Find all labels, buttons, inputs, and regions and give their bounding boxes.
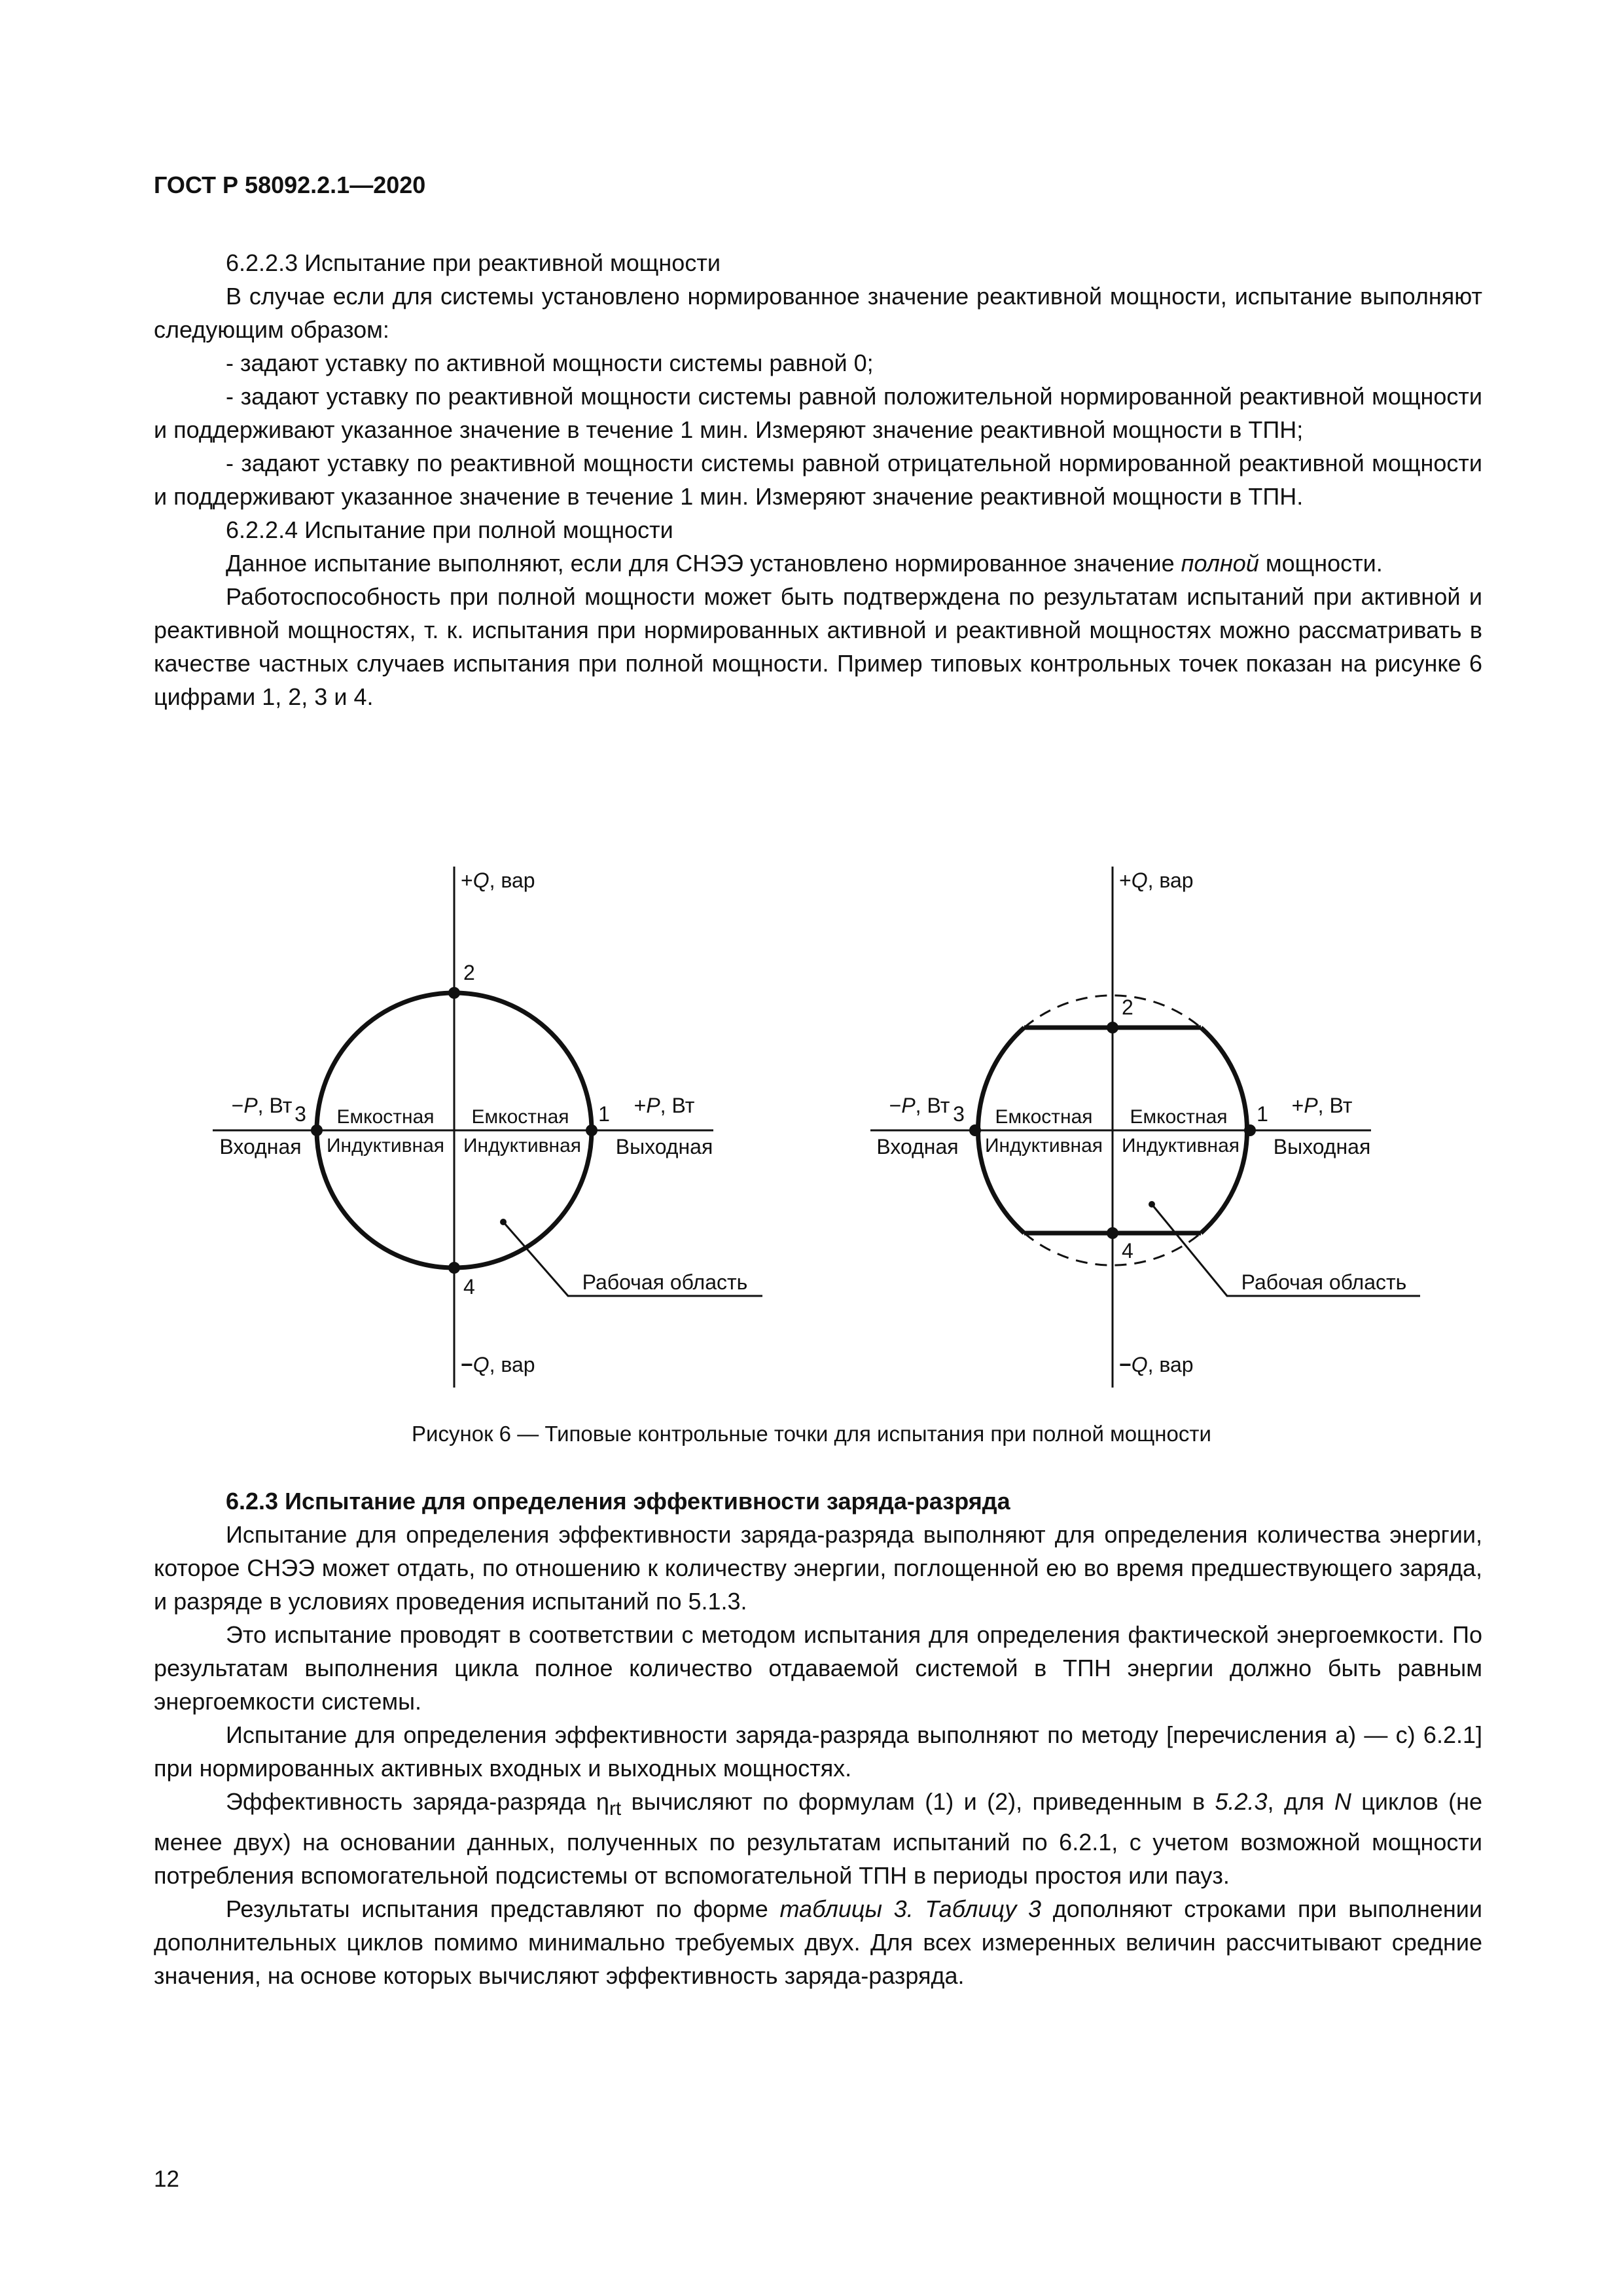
right-diagram bbox=[870, 867, 1420, 1388]
inductive-right: Индуктивная bbox=[463, 1135, 582, 1157]
paragraph: Эффективность заряда-разряда $\eta_{rt}$ вычисляют по формулам (1) и (2), приведенным в 5.2.3, для N циклов (не менее двух) на основании данных, полученных по результатам испытаний по 6.2.1, с учетом возможной мощности потребления вспомогательной подсистемы от вспомогательной ТПН в периоды простоя или пауз. bbox=[154, 1788, 1482, 1890]
paragraph: Работоспособность при полной мощности может быть подтверждена по результатам испытаний при активной и реактивной мощностях, т. к. испытания при нормированных активной и реактивной мощностях можно рассматривать в качестве частных случаев испытания при полной мощности. Пример типовых контрольных точек показан на рисунке 6 цифрами 1, 2, 3 и 4. bbox=[154, 583, 1482, 710]
point-2-label: 2 bbox=[1122, 996, 1133, 1019]
capacitive-right: Емкостная bbox=[471, 1106, 569, 1128]
capacitive-left: Емкостная bbox=[995, 1106, 1093, 1128]
paragraph: 6.2.2.3 Испытание при реактивной мощности bbox=[226, 249, 721, 276]
paragraph: Данное испытание выполняют, если для СНЭЭ установлено нормированное значение полной мощности. bbox=[226, 550, 1383, 577]
paragraph: В случае если для системы установлено нормированное значение реактивной мощности, испытание выполняют следующим образом: bbox=[154, 283, 1482, 343]
point-4-marker bbox=[448, 1262, 460, 1274]
point-1-marker bbox=[1244, 1124, 1256, 1136]
figure-6-diagrams bbox=[0, 851, 1623, 1414]
section-6-2-3-text bbox=[154, 1484, 1482, 1992]
input-label: Входная bbox=[876, 1135, 959, 1158]
point-4-label: 4 bbox=[463, 1275, 475, 1299]
p-pos-label: +P, Вт bbox=[1291, 1094, 1353, 1117]
inductive-left: Индуктивная bbox=[326, 1135, 445, 1157]
paragraph: Результаты испытания представляют по форме таблицы 3. Таблицу 3 дополняют строками при выполнении дополнительных циклов помимо минимально требуемых двух. Для всех измеренных величин рассчитывают средние значения, на основе которых вычисляют эффективность заряда-разряда. bbox=[154, 1895, 1482, 1990]
point-2-label: 2 bbox=[463, 961, 475, 984]
paragraph: 6.2.2.4 Испытание при полной мощности bbox=[226, 516, 673, 543]
point-4-label: 4 bbox=[1122, 1239, 1133, 1263]
section-title: 6.2.3 Испытание для определения эффективности заряда-разряда bbox=[226, 1488, 1010, 1515]
document-header: ГОСТ Р 58092.2.1—2020 bbox=[154, 171, 426, 198]
point-3-marker bbox=[311, 1124, 323, 1136]
point-2-marker bbox=[1107, 1022, 1118, 1033]
left-diagram bbox=[213, 867, 762, 1388]
point-1-label: 1 bbox=[598, 1102, 610, 1126]
inductive-left: Индуктивная bbox=[984, 1135, 1103, 1157]
p-neg-label: −P, Вт bbox=[889, 1094, 950, 1117]
section-6-2-2-text bbox=[154, 246, 1482, 713]
output-label: Выходная bbox=[1273, 1135, 1371, 1158]
capacitive-right: Емкостная bbox=[1130, 1106, 1228, 1128]
output-label: Выходная bbox=[615, 1135, 713, 1158]
point-2-marker bbox=[448, 987, 460, 999]
list-item: - задают уставку по реактивной мощности системы равной отрицательной нормированной реактивной мощности и поддерживают указанное значение в течение 1 мин. Измеряют значение реактивной мощности в ТПН. bbox=[154, 450, 1482, 510]
point-1-label: 1 bbox=[1257, 1102, 1268, 1126]
figure-caption: Рисунок 6 — Типовые контрольные точки для испытания при полной мощности bbox=[412, 1422, 1211, 1446]
list-item: - задают уставку по активной мощности системы равной 0; bbox=[226, 350, 874, 376]
q-neg-label: −Q, вар bbox=[461, 1353, 535, 1376]
paragraph: Испытание для определения эффективности заряда-разряда выполняют для определения количества энергии, которое СНЭЭ может отдать, по отношению к количеству энергии, поглощенной ею во время предшествующего заряда, и разряде в условиях проведения испытаний по 5.1.3. bbox=[154, 1521, 1482, 1615]
point-3-marker bbox=[969, 1124, 981, 1136]
point-3-label: 3 bbox=[294, 1102, 306, 1126]
p-pos-label: +P, Вт bbox=[633, 1094, 695, 1117]
capacitive-left: Емкостная bbox=[336, 1106, 435, 1128]
q-pos-label: +Q, вар bbox=[461, 869, 535, 892]
point-4-marker bbox=[1107, 1227, 1118, 1239]
working-area-label: Рабочая область bbox=[1241, 1270, 1407, 1294]
figure-6 bbox=[0, 851, 1623, 1414]
point-3-label: 3 bbox=[953, 1102, 965, 1126]
page-number: 12 bbox=[154, 2166, 179, 2192]
working-area-label: Рабочая область bbox=[582, 1270, 748, 1294]
list-item: - задают уставку по реактивной мощности системы равной положительной нормированной реактивной мощности и поддерживают указанное значение в течение 1 мин. Измеряют значение реактивной мощности в ТПН; bbox=[154, 383, 1482, 443]
inductive-right: Индуктивная bbox=[1121, 1135, 1240, 1157]
p-neg-label: −P, Вт bbox=[231, 1094, 293, 1117]
point-1-marker bbox=[586, 1124, 597, 1136]
paragraph: Это испытание проводят в соответствии с методом испытания для определения фактической энергоемкости. По результатам выполнения цикла полное количество отдаваемой системой в ТПН энергии должно быть равным энергоемкости системы. bbox=[154, 1621, 1482, 1715]
input-label: Входная bbox=[219, 1135, 302, 1158]
paragraph: Испытание для определения эффективности заряда-разряда выполняют по методу [перечисления а) — с) 6.2.1] при нормированных активных входных и выходных мощностях. bbox=[154, 1721, 1482, 1782]
q-pos-label: +Q, вар bbox=[1119, 869, 1194, 892]
q-neg-label: −Q, вар bbox=[1119, 1353, 1194, 1376]
